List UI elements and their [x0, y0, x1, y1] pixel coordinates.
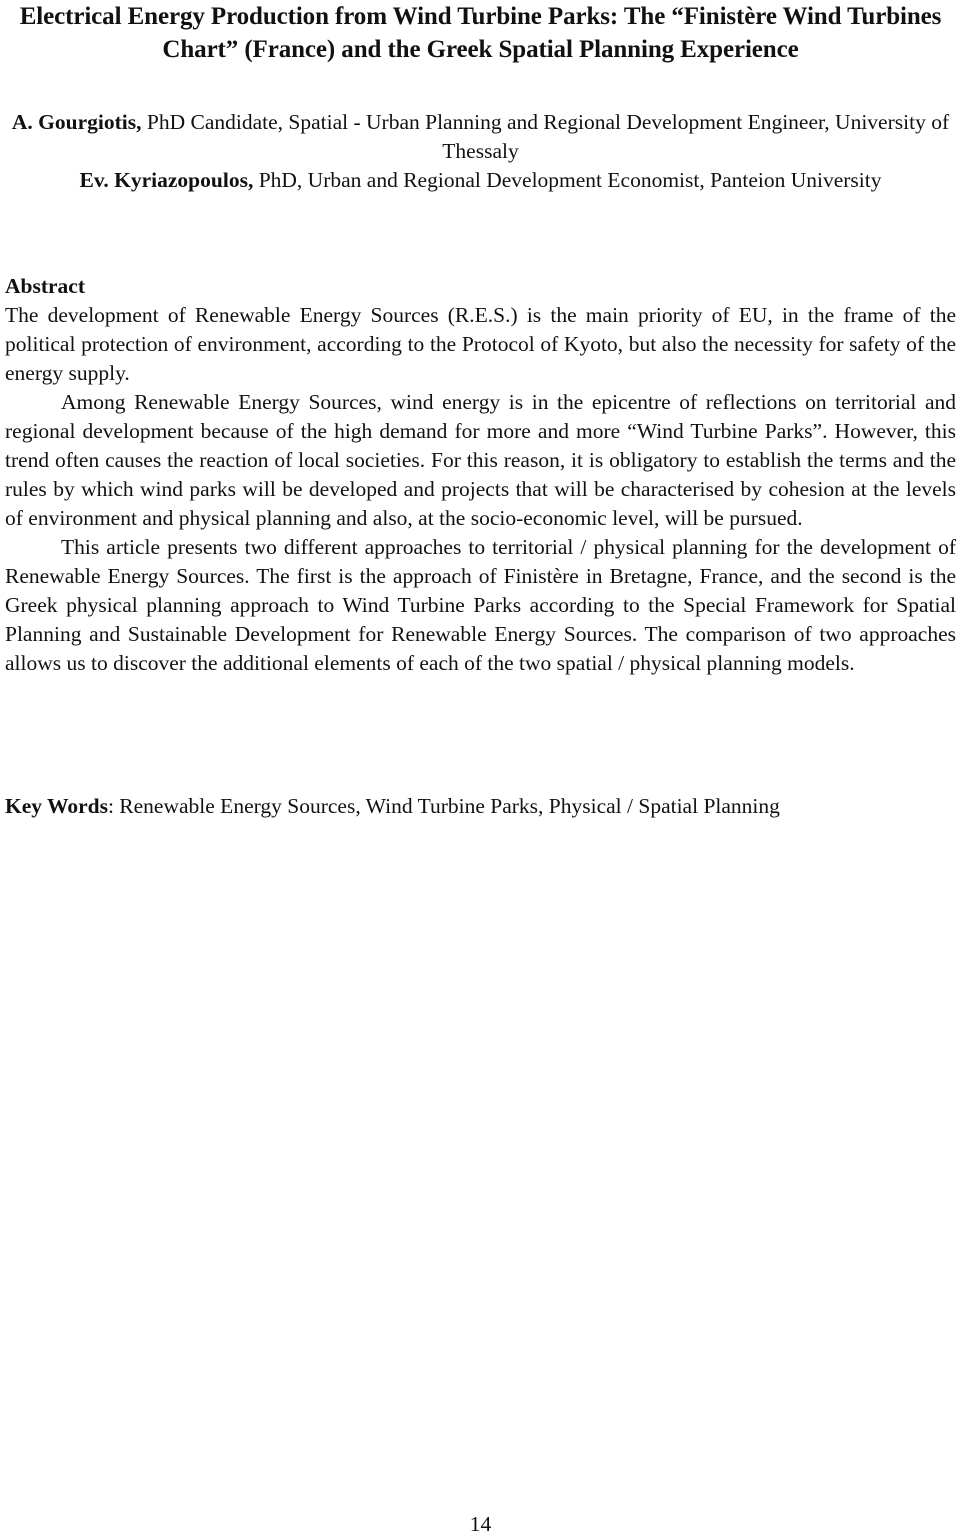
author-affiliation: PhD, Urban and Regional Development Economist, Panteion University	[253, 168, 882, 192]
paper-title: Electrical Energy Production from Wind Turbine Parks: The “Finistère Wind Turbines Chart” (France) and the Greek Spatial Planning Experience	[19, 3, 942, 63]
page-number: 14	[469, 1512, 492, 1536]
keywords-line	[5, 792, 956, 821]
abstract-paragraph: The development of Renewable Energy Sources (R.E.S.) is the main priority of EU, in the frame of the political protection of environment, according to the Protocol of Kyoto, but also the necessity for safety of the energy supply.	[5, 303, 956, 385]
author-list	[5, 108, 956, 195]
author-entry	[5, 166, 956, 195]
abstract-paragraph: Among Renewable Energy Sources, wind energy is in the epicentre of reflections on territorial and regional development because of the high demand for more and more “Wind Turbine Parks”. However, this trend often causes the reaction of local societies. For this reason, it is obligatory to establish the terms and the rules by which wind parks will be developed and projects that will be characterised by cohesion at the levels of environment and physical planning and also, at the socio-economic level, will be pursued.	[5, 390, 956, 530]
abstract-heading: Abstract	[5, 274, 86, 298]
author-affiliation: PhD Candidate, Spatial - Urban Planning and Regional Development Engineer, University of Thessaly	[141, 110, 950, 163]
keywords-text: Renewable Energy Sources, Wind Turbine Parks, Physical / Spatial Planning	[119, 794, 780, 818]
abstract-section	[5, 272, 956, 678]
author-name: A. Gourgiotis,	[11, 110, 142, 134]
abstract-paragraph: This article presents two different approaches to territorial / physical planning for the development of Renewable Energy Sources. The first is the approach of Finistère in Bretagne, France, and the second is the Greek physical planning approach to Wind Turbine Parks according to the Special Framework for Spatial Planning and Sustainable Development for Renewable Energy Sources. The comparison of two approaches allows us to discover the additional elements of each of the two spatial / physical planning models.	[5, 535, 956, 675]
document-page	[5, 0, 956, 1537]
author-name: Ev. Kyriazopoulos,	[79, 168, 254, 192]
author-entry	[5, 108, 956, 166]
keywords-label: Key Words	[5, 794, 108, 818]
keywords-separator: :	[107, 794, 120, 818]
